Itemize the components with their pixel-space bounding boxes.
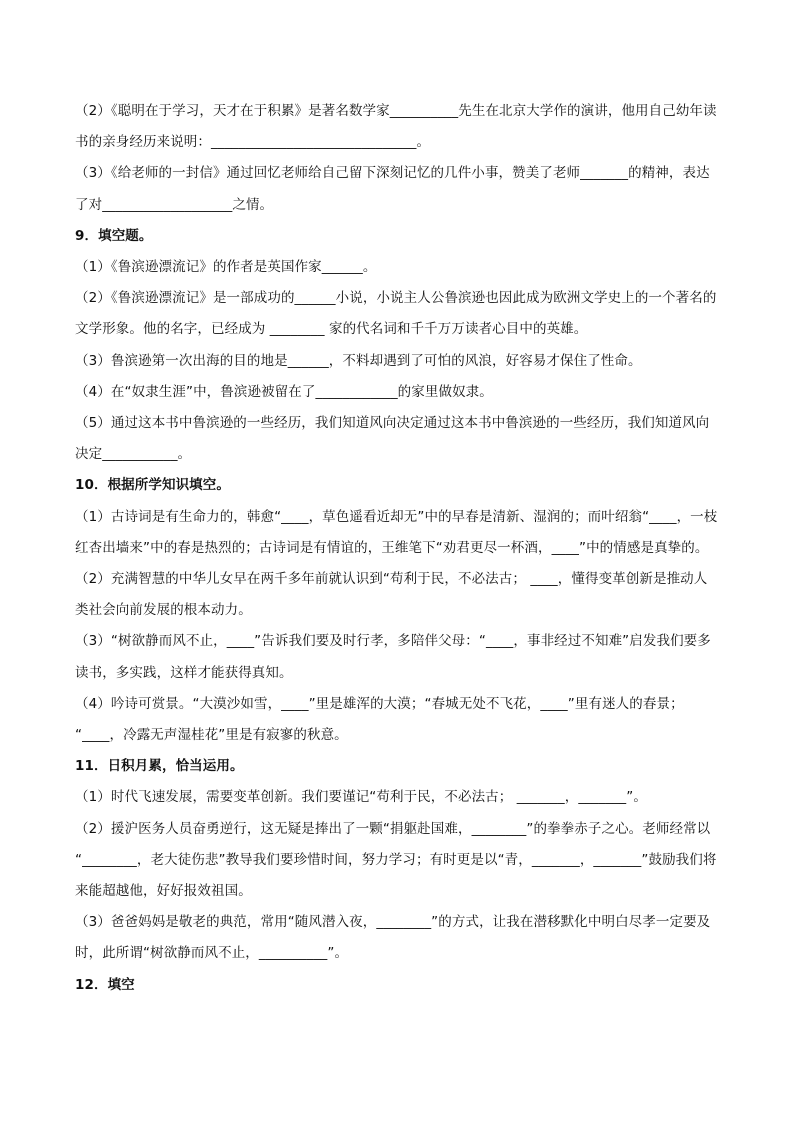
text-line: （2）充满智慧的中华儿女早在两千多年前就认识到“苟利于民，不必法古； ____，懂得变革创新是推动人 [75, 571, 708, 588]
text-line: （3）“树欲静而风不止，____”告诉我们要及时行孝，多陪伴父母：“____，事非经过不知难”启发我们要多 [75, 633, 711, 650]
text-line: 来能超越他，好好报效祖国。 [75, 883, 252, 900]
text-line: （2）《鲁滨逊漂流记》是一部成功的______小说，小说主人公鲁滨逊也因此成为欧洲文学史上的一个著名的 [75, 290, 717, 307]
text-line: 了对___________________之情。 [75, 196, 274, 213]
text-line: （2）《聪明在于学习，天才在于积累》是著名数学家__________先生在北京大学作的演讲，他用自己幼年读 [75, 103, 717, 119]
text-line: （3）鲁滨逊第一次出海的目的地是______，不料却遇到了可怕的风浪，好容易才保住了性命。 [75, 352, 642, 369]
text-line: （1）《鲁滨逊漂流记》的作者是英国作家______。 [75, 259, 377, 276]
text-line: （4）吟诗可赏景。“大漠沙如雪，____”里是雄浑的大漠；“春城无处不飞花，____”里有迷人的春景； [75, 695, 684, 712]
text-line: 文学形象。他的名字，已经成为 ________ 家的代名词和千千万万读者心目中的英雄。 [75, 321, 588, 338]
text-line: （1）古诗词是有生命力的，韩愈“____，草色遥看近却无”中的早春是清新、湿润的；而叶绍翁“____，一枝 [75, 508, 718, 525]
document-page [75, 96, 725, 1001]
text-line: 决定___________。 [75, 446, 192, 463]
text-line: （5）通过这本书中鲁滨逊的一些经历，我们知道风向决定通过这本书中鲁滨逊的一些经历，我们知道风向 [75, 415, 710, 432]
text-line: （4）在“奴隶生涯”中，鲁滨逊被留在了____________的家里做奴隶。 [75, 383, 493, 400]
question-heading: 12．填空 [75, 976, 135, 993]
text-line: “____，冷露无声湿桂花”里是有寂寥的秋意。 [75, 727, 348, 744]
question-heading: 9．填空题。 [75, 227, 153, 244]
text-line: （3）爸爸妈妈是敬老的典范，常用“随风潜入夜，________”的方式，让我在潜移默化中明白尽孝一定要及 [75, 914, 711, 931]
text-line: （1）时代飞速发展，需要变革创新。我们要谨记“苟利于民，不必法古； _______，_______”。 [75, 789, 647, 806]
text-line: “________，老大徒伤悲”教导我们要珍惜时间，努力学习；有时更是以“青，_______，_______”鼓励我们将 [75, 851, 717, 868]
question-heading: 10．根据所学知识填空。 [75, 477, 230, 494]
text-line: 书的亲身经历来说明：______________________________。 [75, 134, 431, 151]
text-line: （2）援沪医务人员奋勇逆行，这无疑是捧出了一颗“捐躯赴国难，________”的拳拳赤子之心。老师经常以 [75, 820, 711, 837]
text-line: 类社会向前发展的根本动力。 [75, 602, 252, 619]
question-heading: 11．日积月累，恰当运用。 [75, 758, 244, 775]
text-line: 红杏出墙来”中的春是热烈的；古诗词是有情谊的，王维笔下“劝君更尽一杯酒，____”中的情感是真挚的。 [75, 539, 709, 556]
text-line: 时，此所谓“树欲静而风不止，__________”。 [75, 945, 349, 962]
text-line: 读书，多实践，这样才能获得真知。 [75, 664, 293, 681]
text-line: （3）《给老师的一封信》通过回忆老师给自己留下深刻记忆的几件小事，赞美了老师_______的精神，表达 [75, 165, 710, 182]
